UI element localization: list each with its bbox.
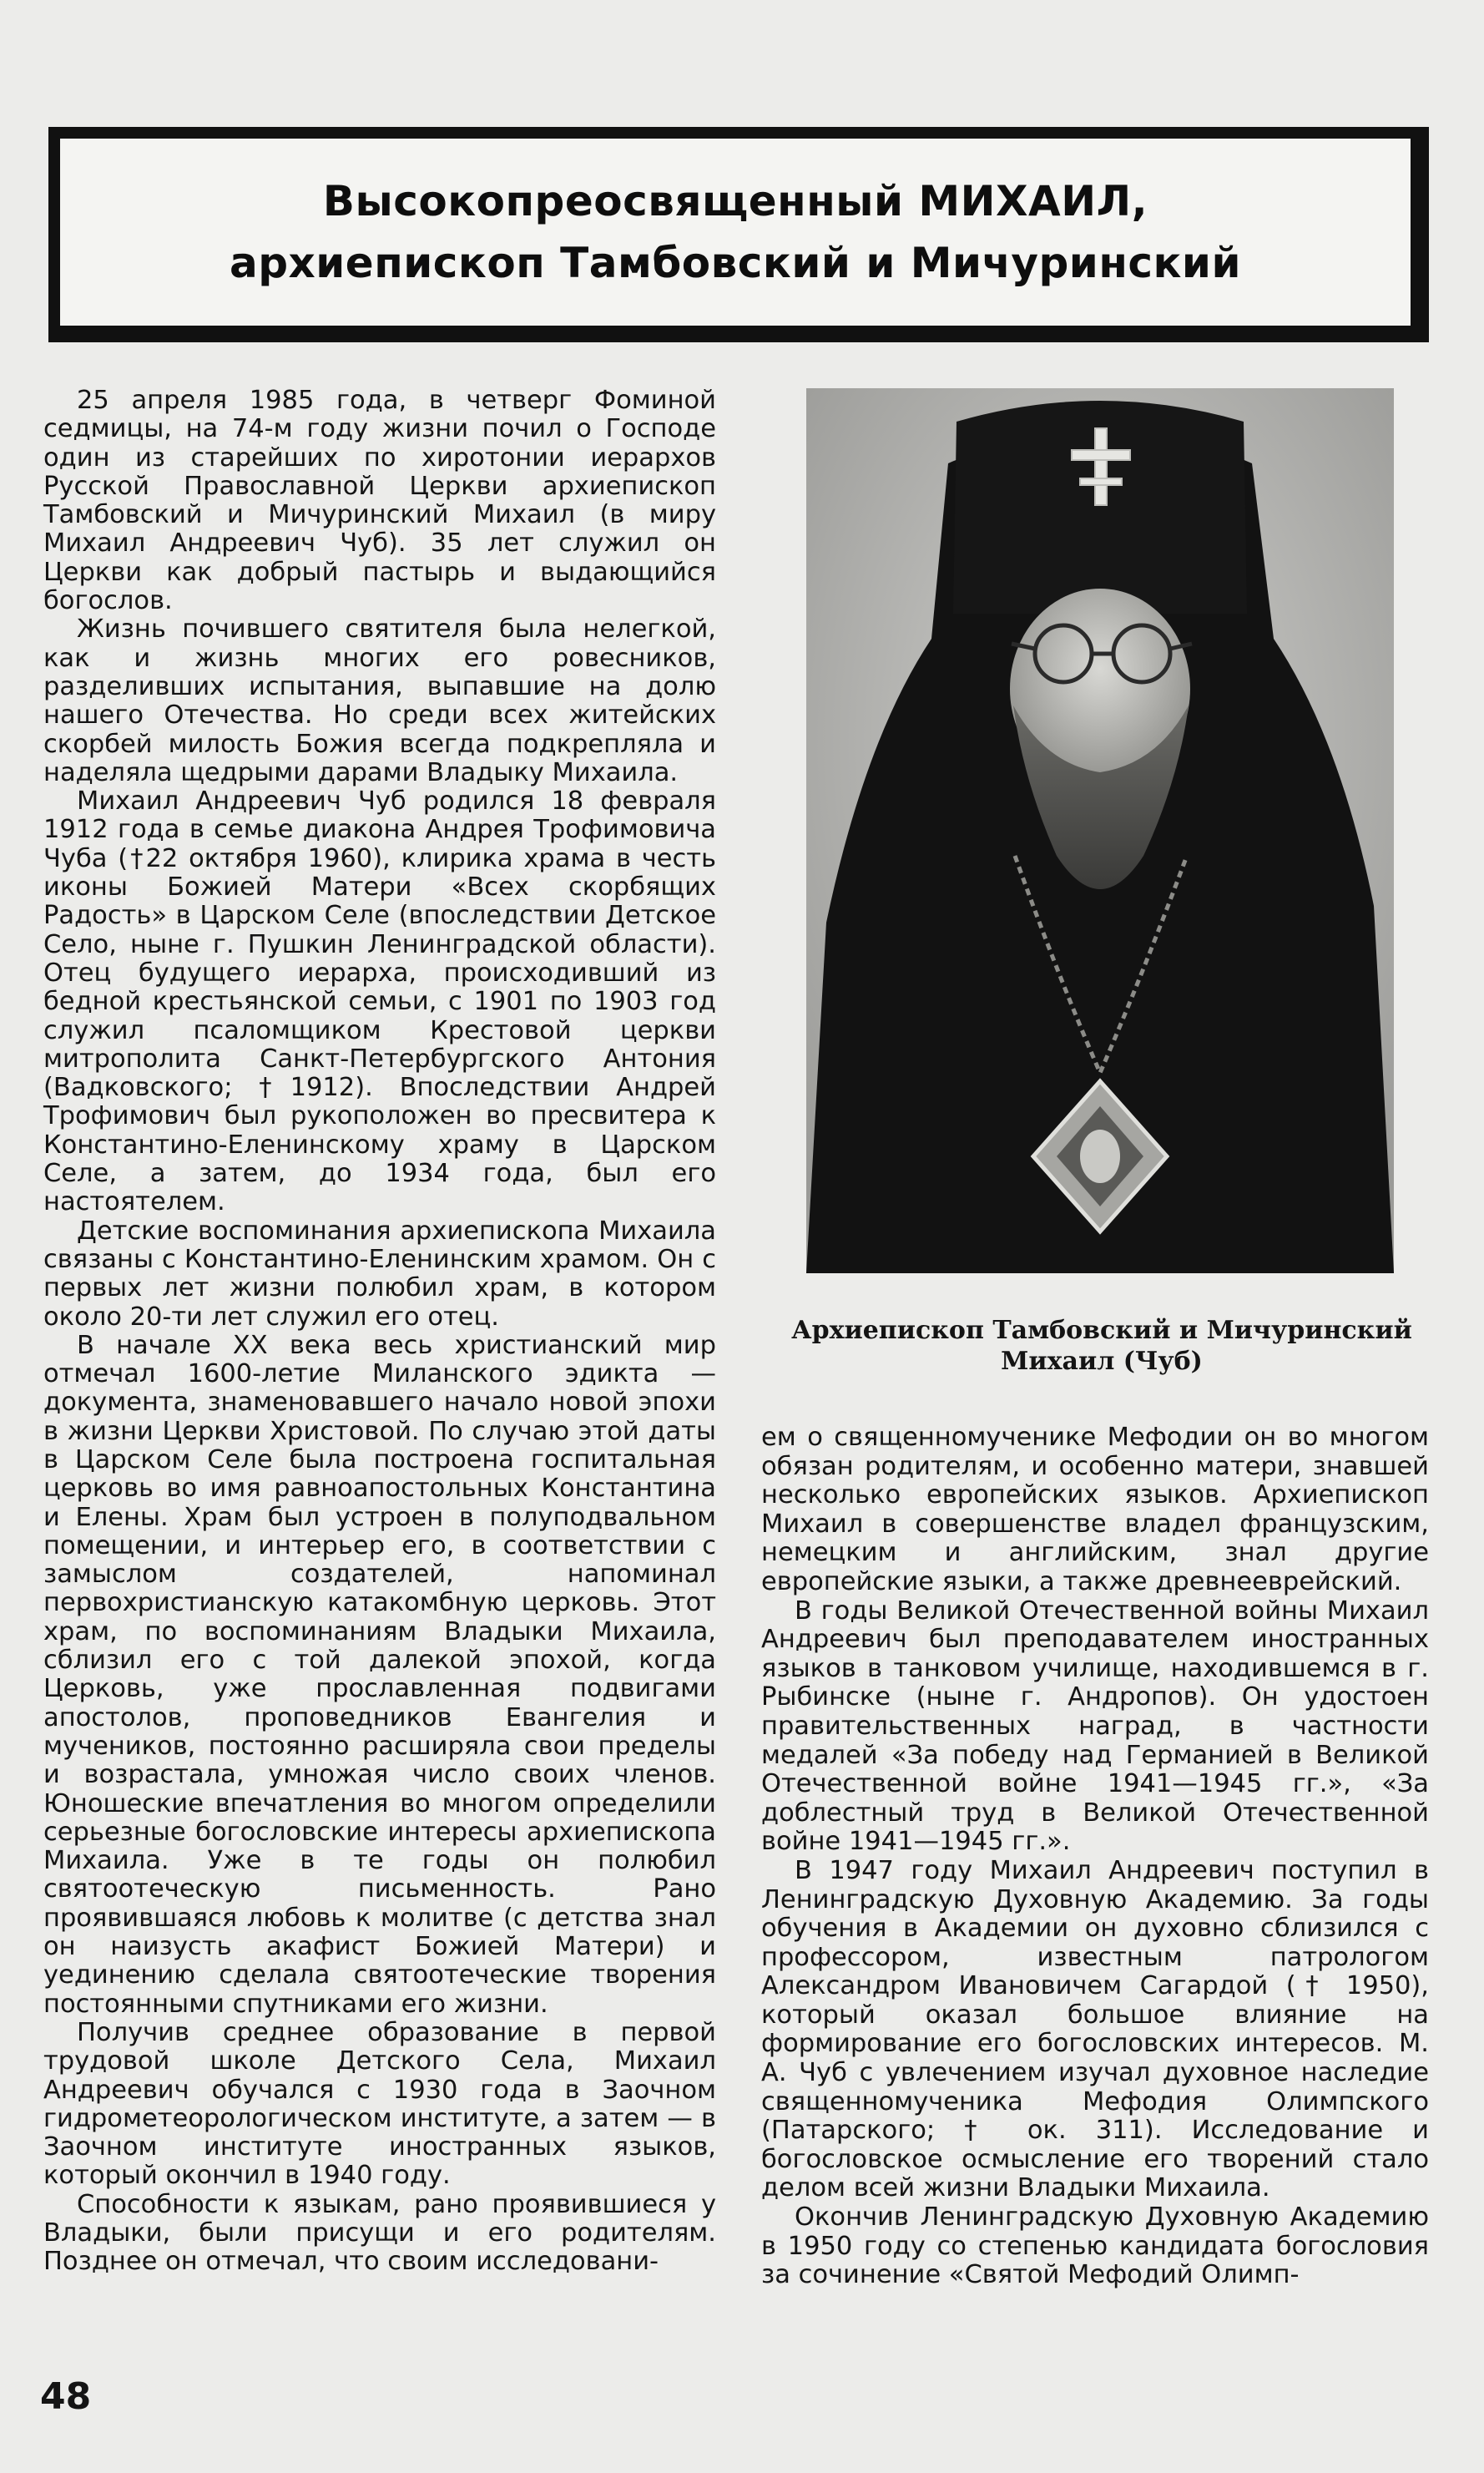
paragraph: Способности к языкам, рано проявившиеся у Владыки, были присущи и его родителям. Позднее он отмечал, что своим исследовани-: [43, 2189, 716, 2277]
paragraph: 25 апреля 1985 года, в четверг Фоминой седмицы, на 74-м году жизни почил о Господе один из старейших по хиротонии иерархов Русской Православной Церкви архиепископ Тамбовский и Мичуринский Михаил (в миру Михаил Андреевич Чуб). 35 лет служил он Церкви как добрый пастырь и выдающийся богослов.: [43, 386, 716, 616]
article-title-box: [48, 127, 1429, 342]
paragraph: В годы Великой Отечественной войны Михаил Андреевич был преподавателем иностранных языков в танковом училище, находившемся в г. Рыбинске (ныне г. Андропов). Он удостоен правительственных наград, в частности медалей «За победу над Германией в Великой Отечественной войне 1941—1945 гг.», «За доблестный труд в Великой Отечественной войне 1941—1945 гг.».: [761, 1596, 1429, 1857]
right-column: [761, 1424, 1429, 2290]
paragraph: В начале XX века весь христианский мир отмечал 1600-летие Миланского эдикта — документа, знаменовавшего начало новой эпохи в жизни Церкви Христовой. По случаю этой даты в Царском Селе была построена госпитальная церковь во имя равноапостольных Константина и Елены. Храм был устроен в полуподвальном помещении, и интерьер его, в соответствии с замыслом создателей, напоминал первохристианскую катакомбную церковь. Этот храм, по воспоминаниям Владыки Михаила, сблизил его с той далекой эпохой, когда Церковь, уже прославленная подвигами апостолов, проповедников Евангелия и мучеников, постоянно расширяла свои пределы и возрастала, умножая число своих членов. Юношеские впечатления во многом определили серьезные богословские интересы архиепископа Михаила. Уже в те годы он полюбил святоотеческую письменность. Рано проявившаяся любовь к молитве (с детства знал он наизусть акафист Божией Матери) и уединению сделала святоотеческие творения постоянными спутниками его жизни.: [43, 1330, 716, 2019]
article-title-line1: Высокопреосвященный МИХАИЛ,: [322, 177, 1148, 225]
paragraph: Детские воспоминания архиепископа Михаила связаны с Константино-Еленинским храмом. Он с первых лет жизни полюбил храм, в котором около 20-ти лет служил его отец.: [43, 1216, 716, 1332]
paragraph: Окончив Ленинградскую Духовную Академию в 1950 году со степенью кандидата богословия за сочинение «Святой Мефодий Олимп-: [761, 2202, 1429, 2290]
page-number: 48: [40, 2375, 92, 2418]
caption-line2: Михаил (Чуб): [1001, 1347, 1203, 1376]
paragraph: Жизнь почившего святителя была нелегкой, как и жизнь многих его ровесников, разделивших испытания, выпавшие на долю нашего Отечества. Но среди всех житейских скорбей милость Божия всегда подкрепляла и наделяла щедрыми дарами Владыку Михаила.: [43, 614, 716, 787]
paragraph: Михаил Андреевич Чуб родился 18 февраля 1912 года в семье диакона Андрея Трофимовича Чуба (†22 октября 1960), клирика храма в честь иконы Божией Матери «Всех скорбящих Радость» в Царском Селе (впоследствии Детское Село, ныне г. Пушкин Ленинградской области). Отец будущего иерарха, происходивший из бедной крестьянской семьи, с 1901 по 1903 год служил псаломщиком Крестовой церкви митрополита Санкт-Петербургского Антония (Вадковского; †1912). Впоследствии Андрей Трофимович был рукоположен во пресвитера к Константино-Еленинскому храму в Царском Селе, а затем, до 1934 года, был его настоятелем.: [43, 786, 716, 1217]
photo-caption: [785, 1315, 1419, 1377]
paragraph: В 1947 году Михаил Андреевич поступил в Ленинградскую Духовную Академию. За годы обучения в Академии он духовно сблизился с профессором, известным патрологом Александром Ивановичем Сагардой († 1950), который оказал большое влияние на формирование его богословских интересов. М. А. Чуб с увлечением изучал духовное наследие священномученика Мефодия Олимпского (Патарского; † ок. 311). Исследование и богословское осмысление его творений стало делом всей жизни Владыки Михаила.: [761, 1855, 1429, 2203]
paragraph: ем о священномученике Мефодии он во многом обязан родителям, и особенно матери, знавшей несколько европейских языков. Архиепископ Михаил в совершенстве владел французским, немецким и английским, знал другие европейские языки, а также древнееврейский.: [761, 1423, 1429, 1596]
paragraph: Получив среднее образование в первой трудовой школе Детского Села, Михаил Андреевич обучался с 1930 года в Заочном гидрометеорологическом институте, а затем — в Заочном институте иностранных языков, который окончил в 1940 году.: [43, 2017, 716, 2191]
bleed-through-top: [33, 80, 1452, 130]
portrait-illustration: [806, 388, 1394, 1273]
caption-line1: Архиепископ Тамбовский и Мичуринский: [791, 1316, 1412, 1345]
portrait-photo: [806, 388, 1394, 1273]
left-column: [43, 387, 716, 2277]
article-title-line2: архиепископ Тамбовский и Мичуринский: [229, 239, 1242, 287]
